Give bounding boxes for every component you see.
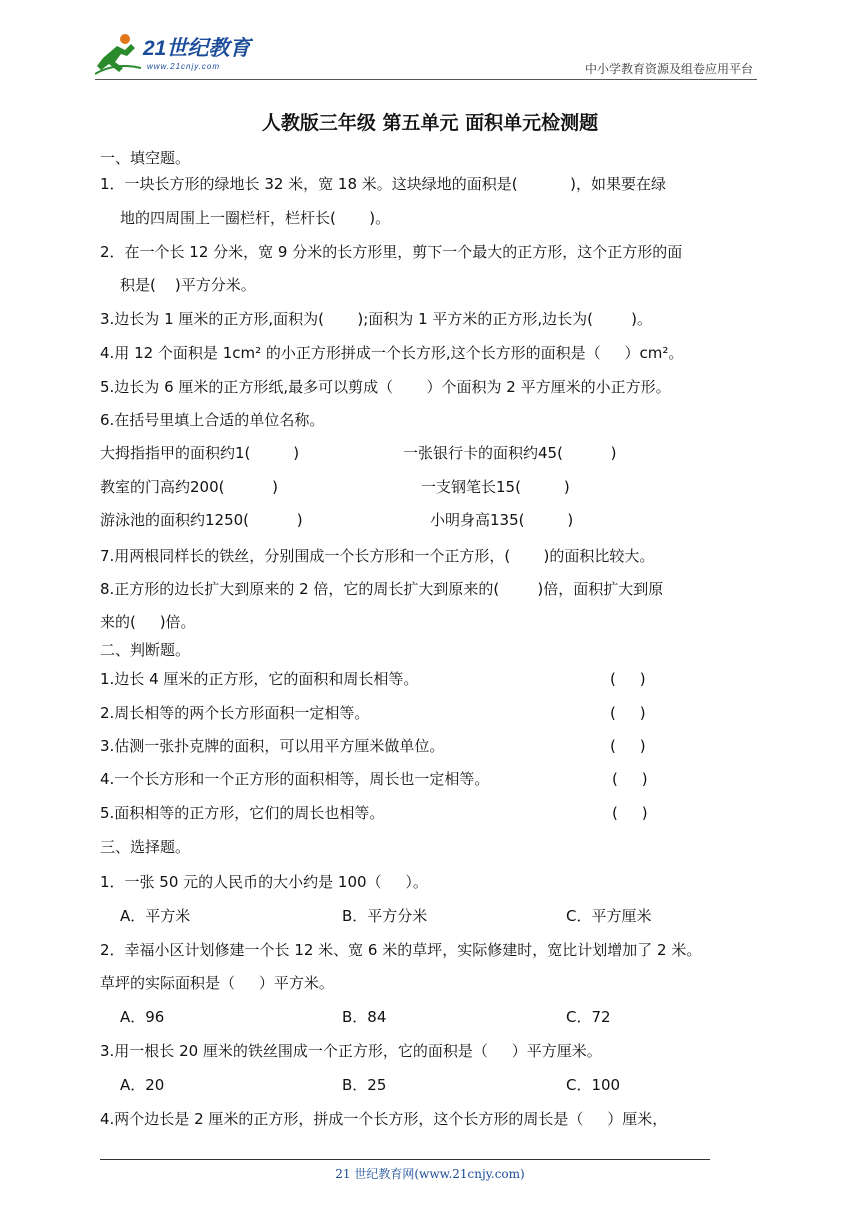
choice-q3: 3.用一根长 20 厘米的铁丝围成一个正方形，它的面积是（ ）平方厘米。	[100, 1042, 602, 1060]
judge-item-blank: ( )	[610, 737, 646, 755]
fill-q1-line1: 1．一块长方形的绿地长 32 米，宽 18 米。这块绿地的面积是( )，如果要在绿	[100, 175, 666, 193]
footer-text: 21 世纪教育网(www.21cnjy.com)	[335, 1167, 525, 1181]
fill-q6-row3-left: 游泳池的面积约1250( )	[100, 511, 303, 529]
fill-q1-line2: 地的四周围上一圈栏杆，栏杆长( )。	[120, 209, 391, 227]
judge-item-blank: ( )	[610, 704, 646, 722]
judge-item-blank: ( )	[612, 770, 648, 788]
section1-heading: 一、填空题。	[100, 149, 191, 167]
choice-option: C．100	[566, 1076, 621, 1094]
logo	[95, 32, 265, 76]
judge-item-text: 1.边长 4 厘米的正方形，它的面积和周长相等。	[100, 670, 419, 688]
judge-item-text: 4.一个长方形和一个正方形的面积相等，周长也一定相等。	[100, 770, 490, 788]
fill-q8-line2: 来的( )倍。	[100, 613, 196, 631]
fill-q7: 7.用两根同样长的铁丝，分别围成一个长方形和一个正方形，( )的面积比较大。	[100, 547, 655, 565]
fill-q3: 3.边长为 1 厘米的正方形,面积为( );面积为 1 平方米的正方形,边长为( )。	[100, 310, 652, 328]
choice-option: A．平方米	[120, 907, 191, 925]
choice-option: C．平方厘米	[566, 907, 652, 925]
choice-option: B．平方分米	[342, 907, 428, 925]
choice-q2-line1: 2．幸福小区计划修建一个长 12 米、宽 6 米的草坪，实际修建时，宽比计划增加了 2 米。	[100, 941, 702, 959]
judge-item-text: 5.面积相等的正方形，它们的周长也相等。	[100, 804, 385, 822]
logo-url: www.21cnjy.com	[147, 62, 220, 71]
header-platform-text: 中小学教育资源及组卷应用平台	[584, 62, 753, 76]
choice-q2-line2: 草坪的实际面积是（ ）平方米。	[100, 974, 334, 992]
page-header	[95, 30, 757, 80]
section3-heading: 三、选择题。	[100, 838, 191, 856]
fill-q5: 5.边长为 6 厘米的正方形纸,最多可以剪成（ ）个面积为 2 平方厘米的小正方形。	[100, 378, 671, 396]
fill-q2-line1: 2．在一个长 12 分米，宽 9 分米的长方形里，剪下一个最大的正方形，这个正方形的面	[100, 243, 683, 261]
runner-icon	[95, 32, 141, 76]
judge-item-text: 3.估测一张扑克牌的面积，可以用平方厘米做单位。	[100, 737, 445, 755]
fill-q4: 4.用 12 个面积是 1cm² 的小正方形拼成一个长方形,这个长方形的面积是（ ）cm²。	[100, 344, 684, 362]
choice-option: A．20	[120, 1076, 165, 1094]
section2-heading: 二、判断题。	[100, 641, 191, 659]
choice-q1: 1．一张 50 元的人民币的大小约是 100（ ）。	[100, 873, 428, 891]
choice-option: B．84	[342, 1008, 387, 1026]
fill-q6-row3-right: 小明身高135( )	[430, 511, 574, 529]
judge-item-blank: ( )	[612, 804, 648, 822]
fill-q6-row1-left: 大拇指指甲的面积约1( )	[100, 444, 300, 462]
fill-q6-row2-left: 教室的门高约200( )	[100, 478, 279, 496]
choice-option: C．72	[566, 1008, 611, 1026]
judge-item-blank: ( )	[610, 670, 646, 688]
judge-item-text: 2.周长相等的两个长方形面积一定相等。	[100, 704, 370, 722]
page-title: 人教版三年级 第五单元 面积单元检测题	[261, 112, 599, 134]
fill-q8-line1: 8.正方形的边长扩大到原来的 2 倍，它的周长扩大到原来的( )倍，面积扩大到原	[100, 580, 664, 598]
choice-option: A．96	[120, 1008, 165, 1026]
fill-q6: 6.在括号里填上合适的单位名称。	[100, 411, 325, 429]
fill-q6-row2-right: 一支钢笔长15( )	[421, 478, 570, 496]
header-divider	[95, 79, 757, 80]
choice-q4: 4.两个边长是 2 厘米的正方形，拼成一个长方形，这个长方形的周长是（ ）厘米，	[100, 1110, 668, 1128]
footer-divider	[100, 1159, 710, 1160]
fill-q2-line2: 积是( )平方分米。	[120, 276, 256, 294]
logo-text: 21世纪教育	[143, 37, 251, 60]
choice-option: B．25	[342, 1076, 387, 1094]
fill-q6-row1-right: 一张银行卡的面积约45( )	[403, 444, 617, 462]
